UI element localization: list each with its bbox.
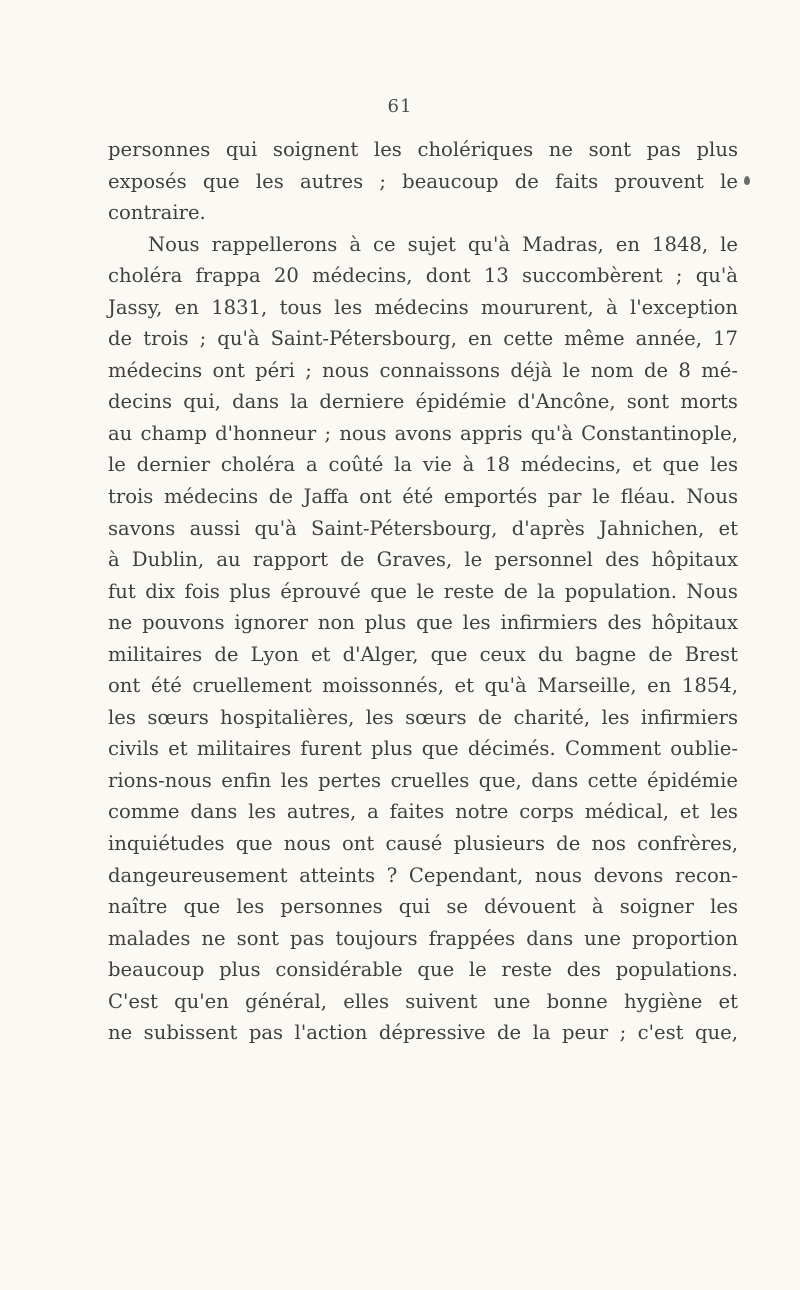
text-line: ne pouvons ignorer non plus que les infirmiers des hôpitaux bbox=[108, 611, 738, 635]
text-line: Jassy, en 1831, tous les médecins moururent, à l'exception bbox=[108, 295, 738, 319]
text-line: ne subissent pas l'action dépressive de la peur ; c'est que, bbox=[108, 1021, 738, 1045]
text-line: militaires de Lyon et d'Alger, que ceux du bagne de Brest bbox=[108, 642, 738, 666]
text-line: médecins ont péri ; nous connaissons déjà le nom de 8 mé- bbox=[108, 358, 738, 382]
text-line: fut dix fois plus éprouvé que le reste de la population. Nous bbox=[108, 579, 738, 603]
text-line: de trois ; qu'à Saint-Pétersbourg, en cette même année, 17 bbox=[108, 327, 738, 351]
text-line: choléra frappa 20 médecins, dont 13 succombèrent ; qu'à bbox=[108, 264, 738, 288]
text-line: personnes qui soignent les cholériques ne sont pas plus bbox=[108, 138, 738, 161]
text-line: à Dublin, au rapport de Graves, le personnel des hôpitaux bbox=[108, 548, 738, 572]
text-line: contraire. bbox=[108, 201, 206, 225]
text-line: les sœurs hospitalières, les sœurs de charité, les infirmiers bbox=[108, 705, 738, 729]
page-number: 61 bbox=[387, 96, 413, 117]
text-line: naître que les personnes qui se dévouent à soigner les bbox=[108, 895, 738, 919]
text-line: savons aussi qu'à Saint-Pétersbourg, d'après Jahnichen, et bbox=[108, 516, 738, 540]
text-line: le dernier choléra a coûté la vie à 18 médecins, et que les bbox=[108, 453, 738, 477]
text-line: civils et militaires furent plus que décimés. Comment oublie- bbox=[108, 737, 738, 761]
text-line: inquiétudes que nous ont causé plusieurs de nos confrères, bbox=[108, 832, 738, 856]
text-line: au champ d'honneur ; nous avons appris qu'à Constantinople, bbox=[108, 421, 738, 445]
text-line: ont été cruellement moissonnés, et qu'à Marseille, en 1854, bbox=[108, 674, 738, 698]
text-line: beaucoup plus considérable que le reste des populations. bbox=[108, 958, 738, 982]
text-line: exposés que les autres ; beaucoup de faits prouvent le bbox=[108, 169, 738, 193]
text-line: malades ne sont pas toujours frappées dans une proportion bbox=[108, 926, 738, 950]
text-line: comme dans les autres, a faites notre corps médical, et les bbox=[108, 800, 738, 824]
margin-ink-mark bbox=[744, 176, 750, 185]
text-line: Nous rappellerons à ce sujet qu'à Madras, en 1848, le bbox=[148, 232, 738, 256]
text-line: rions-nous enfin les pertes cruelles que, dans cette épidémie bbox=[108, 768, 738, 792]
text-line: trois médecins de Jaffa ont été emportés par le fléau. Nous bbox=[108, 485, 738, 509]
body-text bbox=[108, 134, 738, 1049]
text-line: C'est qu'en général, elles suivent une bonne hygiène et bbox=[108, 989, 738, 1013]
text-line: dangeureusement atteints ? Cependant, nous devons recon- bbox=[108, 863, 738, 887]
text-line: decins qui, dans la derniere épidémie d'Ancône, sont morts bbox=[108, 390, 738, 414]
